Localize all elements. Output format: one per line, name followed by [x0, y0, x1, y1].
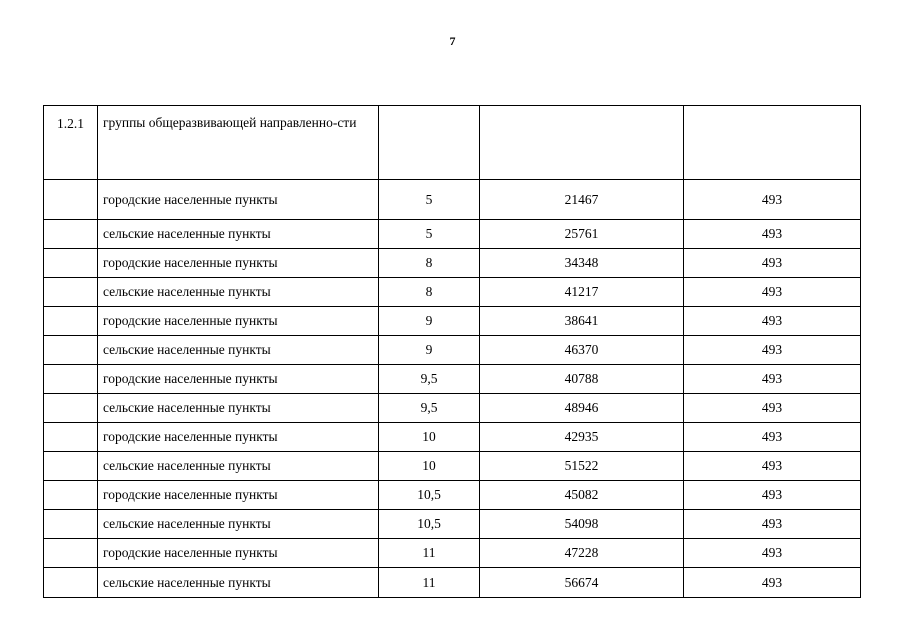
- table-row: [44, 539, 861, 568]
- row-number-cell: [44, 220, 98, 249]
- rate-value: 493: [684, 365, 861, 394]
- settlement-type: сельские населенные пункты: [98, 452, 379, 481]
- row-number-cell: [44, 568, 98, 598]
- rate-value: 493: [684, 568, 861, 598]
- hours-value: 9,5: [379, 365, 480, 394]
- cost-value: 25761: [480, 220, 684, 249]
- section-title: группы общеразвивающей направленно-сти: [98, 106, 379, 180]
- table-row: [44, 278, 861, 307]
- rate-value: 493: [684, 394, 861, 423]
- row-number-cell: [44, 249, 98, 278]
- cost-value: 54098: [480, 510, 684, 539]
- cost-value: 21467: [480, 180, 684, 220]
- rate-value: 493: [684, 423, 861, 452]
- table-row: [44, 423, 861, 452]
- cost-value: 41217: [480, 278, 684, 307]
- table-row: [44, 481, 861, 510]
- rate-value: 493: [684, 180, 861, 220]
- settlement-type: городские населенные пункты: [98, 365, 379, 394]
- hours-value: 11: [379, 539, 480, 568]
- table-row: [44, 336, 861, 365]
- cost-value: 42935: [480, 423, 684, 452]
- cost-value: 34348: [480, 249, 684, 278]
- settlement-type: городские населенные пункты: [98, 539, 379, 568]
- tariff-table: [43, 105, 861, 598]
- settlement-type: городские населенные пункты: [98, 180, 379, 220]
- row-number-cell: [44, 510, 98, 539]
- row-number-cell: [44, 180, 98, 220]
- table-row: [44, 568, 861, 598]
- empty-cell: [379, 106, 480, 180]
- cost-value: 51522: [480, 452, 684, 481]
- cost-value: 38641: [480, 307, 684, 336]
- table-row: [44, 510, 861, 539]
- empty-cell: [684, 106, 861, 180]
- rate-value: 493: [684, 220, 861, 249]
- rate-value: 493: [684, 249, 861, 278]
- settlement-type: городские населенные пункты: [98, 249, 379, 278]
- table-row: [44, 394, 861, 423]
- table-row: [44, 452, 861, 481]
- hours-value: 10,5: [379, 481, 480, 510]
- rate-value: 493: [684, 307, 861, 336]
- table-row: [44, 180, 861, 220]
- row-number-cell: [44, 481, 98, 510]
- section-header-row: [44, 106, 861, 180]
- row-number-cell: [44, 365, 98, 394]
- table-row: [44, 220, 861, 249]
- row-number-cell: [44, 307, 98, 336]
- settlement-type: сельские населенные пункты: [98, 394, 379, 423]
- rate-value: 493: [684, 481, 861, 510]
- hours-value: 10,5: [379, 510, 480, 539]
- page-number: 7: [449, 34, 456, 48]
- hours-value: 10: [379, 452, 480, 481]
- settlement-type: сельские населенные пункты: [98, 336, 379, 365]
- rate-value: 493: [684, 278, 861, 307]
- hours-value: 11: [379, 568, 480, 598]
- settlement-type: сельские населенные пункты: [98, 510, 379, 539]
- cost-value: 56674: [480, 568, 684, 598]
- section-number: 1.2.1: [44, 106, 98, 180]
- cost-value: 45082: [480, 481, 684, 510]
- hours-value: 9: [379, 307, 480, 336]
- row-number-cell: [44, 452, 98, 481]
- settlement-type: городские населенные пункты: [98, 423, 379, 452]
- rate-value: 493: [684, 539, 861, 568]
- settlement-type: сельские населенные пункты: [98, 278, 379, 307]
- hours-value: 10: [379, 423, 480, 452]
- empty-cell: [480, 106, 684, 180]
- table-row: [44, 365, 861, 394]
- hours-value: 9: [379, 336, 480, 365]
- rate-value: 493: [684, 452, 861, 481]
- hours-value: 9,5: [379, 394, 480, 423]
- row-number-cell: [44, 336, 98, 365]
- row-number-cell: [44, 278, 98, 307]
- cost-value: 40788: [480, 365, 684, 394]
- rate-value: 493: [684, 336, 861, 365]
- settlement-type: городские населенные пункты: [98, 481, 379, 510]
- rate-value: 493: [684, 510, 861, 539]
- hours-value: 8: [379, 249, 480, 278]
- row-number-cell: [44, 423, 98, 452]
- settlement-type: сельские населенные пункты: [98, 220, 379, 249]
- table-row: [44, 249, 861, 278]
- settlement-type: городские населенные пункты: [98, 307, 379, 336]
- cost-value: 46370: [480, 336, 684, 365]
- row-number-cell: [44, 394, 98, 423]
- hours-value: 8: [379, 278, 480, 307]
- hours-value: 5: [379, 220, 480, 249]
- cost-value: 47228: [480, 539, 684, 568]
- table-row: [44, 307, 861, 336]
- row-number-cell: [44, 539, 98, 568]
- hours-value: 5: [379, 180, 480, 220]
- cost-value: 48946: [480, 394, 684, 423]
- settlement-type: сельские населенные пункты: [98, 568, 379, 598]
